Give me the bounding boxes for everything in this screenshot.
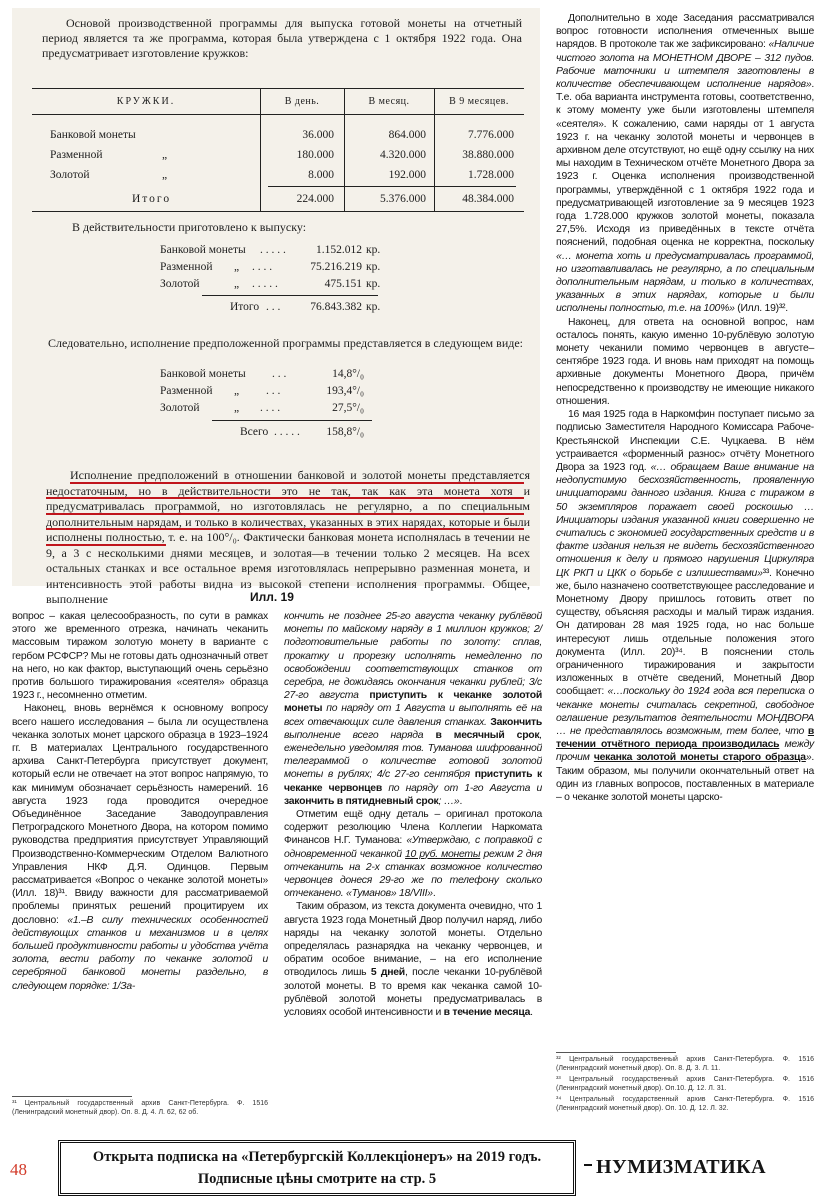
table-divider <box>344 89 345 211</box>
table-header-blanks: КРУЖКИ. <box>32 89 260 115</box>
consequently-text: Следовательно, исполнение предположенной программы представляется в следующем виде: <box>48 336 524 350</box>
banner-line: Открыта подписка на «Петербургскiй Коллекцiонеръ» на 2019 годъ. <box>92 1149 542 1165</box>
ready-row-unit: кр. <box>366 244 381 256</box>
article-column-middle: кончить не позднее 25-го августа чеканку рублёвой монеты по майскому наряду в 1 миллион кружков; 2/подготовительные работы по золоту: сплав, прокатку и прорезку исполнять немедленно по освобождении соответствующих станков от серебра, не дожидаясь окончания чеканки рублей; 3/с 27-го августа приступить к чеканке золотой монеты по наряду от 1 Августа и выполнять её на всех отвечающих силе давления станках. Закончить выполнение всего наряда в месячный срок, еженедельно уведомляя тов. Туманова шифрованной телеграммой о количестве готовой золотой монеты в рублях; 4/с 27-го сентября приступить к чеканке червонцев по наряду от 1-го Августа и закончить в пятидневный срок; …». Отметим ещё одну деталь – оригинал протокола содержит резолюцию Члена Коллегии Наркомата Финансов Н.Г. Туманова: «Утверждаю, с поправкой с одновременной чеканкой 10 руб. монеты режим 2 дня отчеканить на 2-х станках возможное количество червонцев донеся 29-го же по телефону сколько отчеканено. «Туманов» 18/VIII». Таким образом, из текста документа очевидно, что 1 августа 1923 года Монетный Двор получил наряд, либо наряды на чеканку золотой монеты. Отдельно определялась разнарядка на чеканку червонцев, и обратим особое внимание, – на его исполнение отводилось лишь 5 дней, после чеканки 10-рублёвой золотой монеты. В то время как чеканка самой 10-рублёвой золотой монеты предусматривалась в условиях особой интенсивности и в течение месяца. <box>284 611 543 1019</box>
table-cell: 36.000 <box>302 129 334 141</box>
red-underline <box>46 497 524 499</box>
article-column-right: Дополнительно в ходе Заседания рассматривался вопрос готовности исполнения отмеченных выше нарядов. В протоколе так же зафиксировано: «Наличие чистого золота на МОНЕТНОМ ДВОРЕ – 312 пудов. Рабочие маточники и штемпеля заготовлены в количестве обеспечивающем исполнение нарядов». Т.е. оба варианта инструмента готовы, соответственно, к этому моменту уже были изготовлены штемпеля «сеятеля». К сожалению, сами наряды от 1 августа 1923 г. на чеканку золотой монеты и червонцев в архивном деле отсутствуют, но ещё одну ссылку на них мы находим в Техническом отчёте Монетного Двора за 1923 г. Оценка исполнения производственной программы, утверждённой с 1 октября 1922 года и предусматривающей изготовление за 9 месяцев 1923 года 1.728.000 кружков золотой монеты, показала 27,5%. Исходя из приведённых в тексте отчёта пояснений, подобная оценка не корректна, поскольку «… монета хоть и предусматривалась программой, но изготавливалась не регулярно, а по специальным дополнительным нарядам, и только в количествах, указанных в этих нарядах, которые и были исполнены полностью, т.е. на 100%» (Илл. 19)³². Наконец, для ответа на основной вопрос, нам осталось понять, какую именно 10-рублёвую золотую монету чеканили помимо червонцев в августе–сентябре 1923 года. И вновь нам приходят на помощь архивные документы Монетного Двора, причём непосредственно к производству не имеющие никакого отношения. 16 мая 1925 года в Наркомфин поступает письмо за подписью Заместителя Народного Комиссара Рабоче-Крестьянской Инспекции С.Е. Чуцкаева. В нём устраивается «форменный разнос» отчёту Монетного Двора за 1923 год. «… обращаем Ваше внимание на недопустимую бесхозяйственность, проявленную инициаторами данного издания. Книга с тиражом в 50 экземпляров поражает своей роскошью … Инициаторы издания указанной книги совершенно не считались с экономией государственных средств и в факте издания нельзя не видеть бесхозяйственного отношения к делу и прямого нарушения Циркуляра ЦК РКП и ЦКК о борьбе с излишествами»³³. Конечно же, было назначено соответствующее расследование и Монетному Двору пришлось готовить ответ по существу, объясняя расходы и малый тираж издания. Он датирован 28 мая 1925 года, но нас больше интересуют лишь отдельные положения этого документа (Илл. 20)³⁴. В пояснении столь ограниченного тиражирования и закрытости изложенных в отчёте сведений, Монетный Двор сообщает: «…поскольку до 1924 года вся переписка о чеканке монеты считалась секретной, свободное оглашение результатов деятельности МОНДВОРА … не представлялось возможным, тем более, что в течении отчётного периода производилась между прочим чеканка золотой монеты старого образца». Таким образом, мы получили окончательный ответ на один из главных вопросов, поставленных в материале – о чеканке золотой монеты царско- <box>556 13 814 803</box>
section-name: НУМИЗМАТИКА <box>596 1156 767 1178</box>
percent-total-rule <box>212 420 372 421</box>
leader-dots: . . . . . <box>274 426 300 438</box>
red-underline <box>46 513 524 515</box>
table-divider <box>260 89 261 211</box>
leader-dots: . . . . <box>252 261 273 273</box>
percent-row-label: Золотой <box>160 402 200 414</box>
ditto-mark: „ <box>234 385 240 397</box>
table-cell: 192.000 <box>388 169 426 181</box>
ready-row-value: 475.151 <box>324 278 362 290</box>
table-cell: 864.000 <box>388 129 426 141</box>
article-column-left: вопрос – какая целесообразность, по сути в рамках этого же временного отрезка, начинать чеканить массовым тиражом золотую монету в варианте с гербом РСФСР? Мы не готовы дать однозначный ответ на него, но как фактор, выступающий очень серьёзно против большого тиражирования «сеятеля» образца 1923 г., несомненно отметим. Наконец, вновь вернёмся к основному вопросу всего нашего исследования – была ли осуществлена чеканка золотых монет царского образца в 1923–1924 гг. В материалах Центрального государственного архива Санкт-Петербурга присутствует документ, который если не отвечает на этот вопрос напрямую, то как минимум обозначает серьёзность намерений. 16 августа 1923 года проводится очередное Объединённое Заседание Заводоуправления Петроградского Монетного Двора, на котором помимо руководства предприятия присутствует Управляющий Производственно-Коммерческим Отделом Валютного Управления НКФ Д.Я. Одинцов. Первым рассматривается «Вопрос о чеканке золотой монеты» (Илл. 18)³¹. Ввиду важности для рассматриваемой проблемы принятых решений процитируем их дословно: «1.–В силу технических особенностей действующих станков и механизмов и в целях большей продуктивности работы и удобства учёта золота, вести работу по чеканке золотой и серебряной банковой монеты раздельно, в следующем порядке: 1/За- <box>12 611 268 992</box>
percent-total-value: 158,8°/₀ <box>326 426 364 438</box>
table-total-cell: 5.376.000 <box>380 193 426 205</box>
page-number: 48 <box>10 1160 27 1179</box>
ditto-mark: „ <box>234 402 240 414</box>
percent-row-value: 27,5°/₀ <box>332 402 364 414</box>
red-underline <box>70 482 524 484</box>
table-total-cell: 48.384.000 <box>462 193 514 205</box>
banner-line: Подписные цѣны смотрите на стр. 5 <box>197 1171 437 1187</box>
table-row-label: Золотой <box>50 169 90 181</box>
table-cell: 38.880.000 <box>462 149 514 161</box>
leader-dots: . . . . . <box>252 278 278 290</box>
ready-row-unit: кр. <box>366 278 381 290</box>
percent-row-label: Разменной <box>160 385 213 397</box>
table-row-label: Разменной <box>50 149 103 161</box>
ready-total-label: Итого <box>230 301 260 313</box>
illustration-caption: Илл. 19 <box>250 590 294 604</box>
table-cell: 8.000 <box>308 169 334 181</box>
table-header-month: В месяц. <box>344 89 434 115</box>
percent-row-label: Банковой монеты <box>160 368 246 380</box>
ready-row-label: Банковой монеты <box>160 244 246 256</box>
ready-total-unit: кр. <box>366 301 381 313</box>
scan-intro-text: Основой производственной программы для выпуска готовой монеты на отчетный период является та же программа, которая была утверждена с 1 октября 1922 года. Она предусматривает изготовление кружков: <box>42 16 522 60</box>
ditto-mark: „ <box>162 169 168 181</box>
footnote: ³² Центральный государственный архив Санкт-Петербурга. Ф. 1516 (Ленинградский монетный двор). Оп. 8. Д. 3. Л. 11. <box>556 1056 814 1072</box>
leader-dots: . . . <box>272 368 287 380</box>
table-divider <box>434 89 435 211</box>
footnote: ³³ Центральный государственный архив Санкт-Петербурга. Ф. 1516 (Ленинградский монетный двор). Оп.10. Д. 12. Л. 31. <box>556 1076 814 1092</box>
table-total-label: Итого <box>132 193 172 205</box>
production-table <box>32 88 524 212</box>
footnote: ³¹ Центральный государственный архив Санкт-Петербурга. Ф. 1516 (Ленинградский монетный двор). Оп. 8. Д. 4. Л. 62, 62 об. <box>12 1100 268 1116</box>
red-underline <box>46 544 166 546</box>
table-cell: 1.728.000 <box>468 169 514 181</box>
percent-row-value: 193,4°/₀ <box>326 385 364 397</box>
ready-total-value: 76.843.382 <box>310 301 362 313</box>
leader-dots: . . . <box>266 385 281 397</box>
table-cell: 7.776.000 <box>468 129 514 141</box>
table-header-nine-months: В 9 месяцев. <box>434 89 524 115</box>
section-rule <box>584 1164 592 1166</box>
percent-row-value: 14,8°/₀ <box>332 368 364 380</box>
ditto-mark: „ <box>162 149 168 161</box>
ready-row-label: Золотой <box>160 278 200 290</box>
ditto-mark: „ <box>234 278 240 290</box>
ditto-mark: „ <box>234 261 240 273</box>
ready-row-value: 75.216.219 <box>310 261 362 273</box>
subscription-banner <box>58 1140 576 1196</box>
footnote-rule <box>12 1096 132 1097</box>
table-cell: 180.000 <box>296 149 334 161</box>
ready-total-rule <box>202 295 378 296</box>
red-underline <box>46 528 524 530</box>
ready-heading: В действительности приготовлено к выпуску: <box>72 220 307 234</box>
leader-dots: . . . <box>266 301 281 313</box>
table-header-day: В день. <box>260 89 344 115</box>
table-cell: 4.320.000 <box>380 149 426 161</box>
total-rule <box>268 186 516 187</box>
footnote-rule <box>556 1052 676 1053</box>
footnote: ³⁴ Центральный государственный архив Санкт-Петербурга. Ф. 1516 (Ленинградский монетный двор). Оп. 10. Д. 12. Л. 32. <box>556 1096 814 1112</box>
percent-total-label: Всего <box>240 426 269 438</box>
table-row-label: Банковой монеты <box>50 129 136 141</box>
table-total-cell: 224.000 <box>296 193 334 205</box>
leader-dots: . . . . <box>260 402 281 414</box>
ready-row-value: 1.152.012 <box>316 244 362 256</box>
scan-lower-text: Исполнение предположений в отношении банковой и золотой монеты представляется недостаточным, но в действительности это не так, так как эта монета хотя и предусматривалась программой, но изготовлялась не регулярно, а по специальным дополнительным нарядам, и только в количествах, указанных в этих нарядах, которые и были исполнены полностью, т. е. на 100°/₀. Фактически банковая монета исполнялась в течении не 9, а 3 с несколькими днями месяцев, и золотая—в течении только 2 месяцев. На всех остальных станках и все остальное время изготовлялась непрерывно разменная монета, и интенсивность этой работы видна из высокой степени исполнения программы. Общее, выполнение <box>46 468 530 606</box>
ready-row-label: Разменной <box>160 261 213 273</box>
ready-row-unit: кр. <box>366 261 381 273</box>
leader-dots: . . . . . <box>260 244 286 256</box>
